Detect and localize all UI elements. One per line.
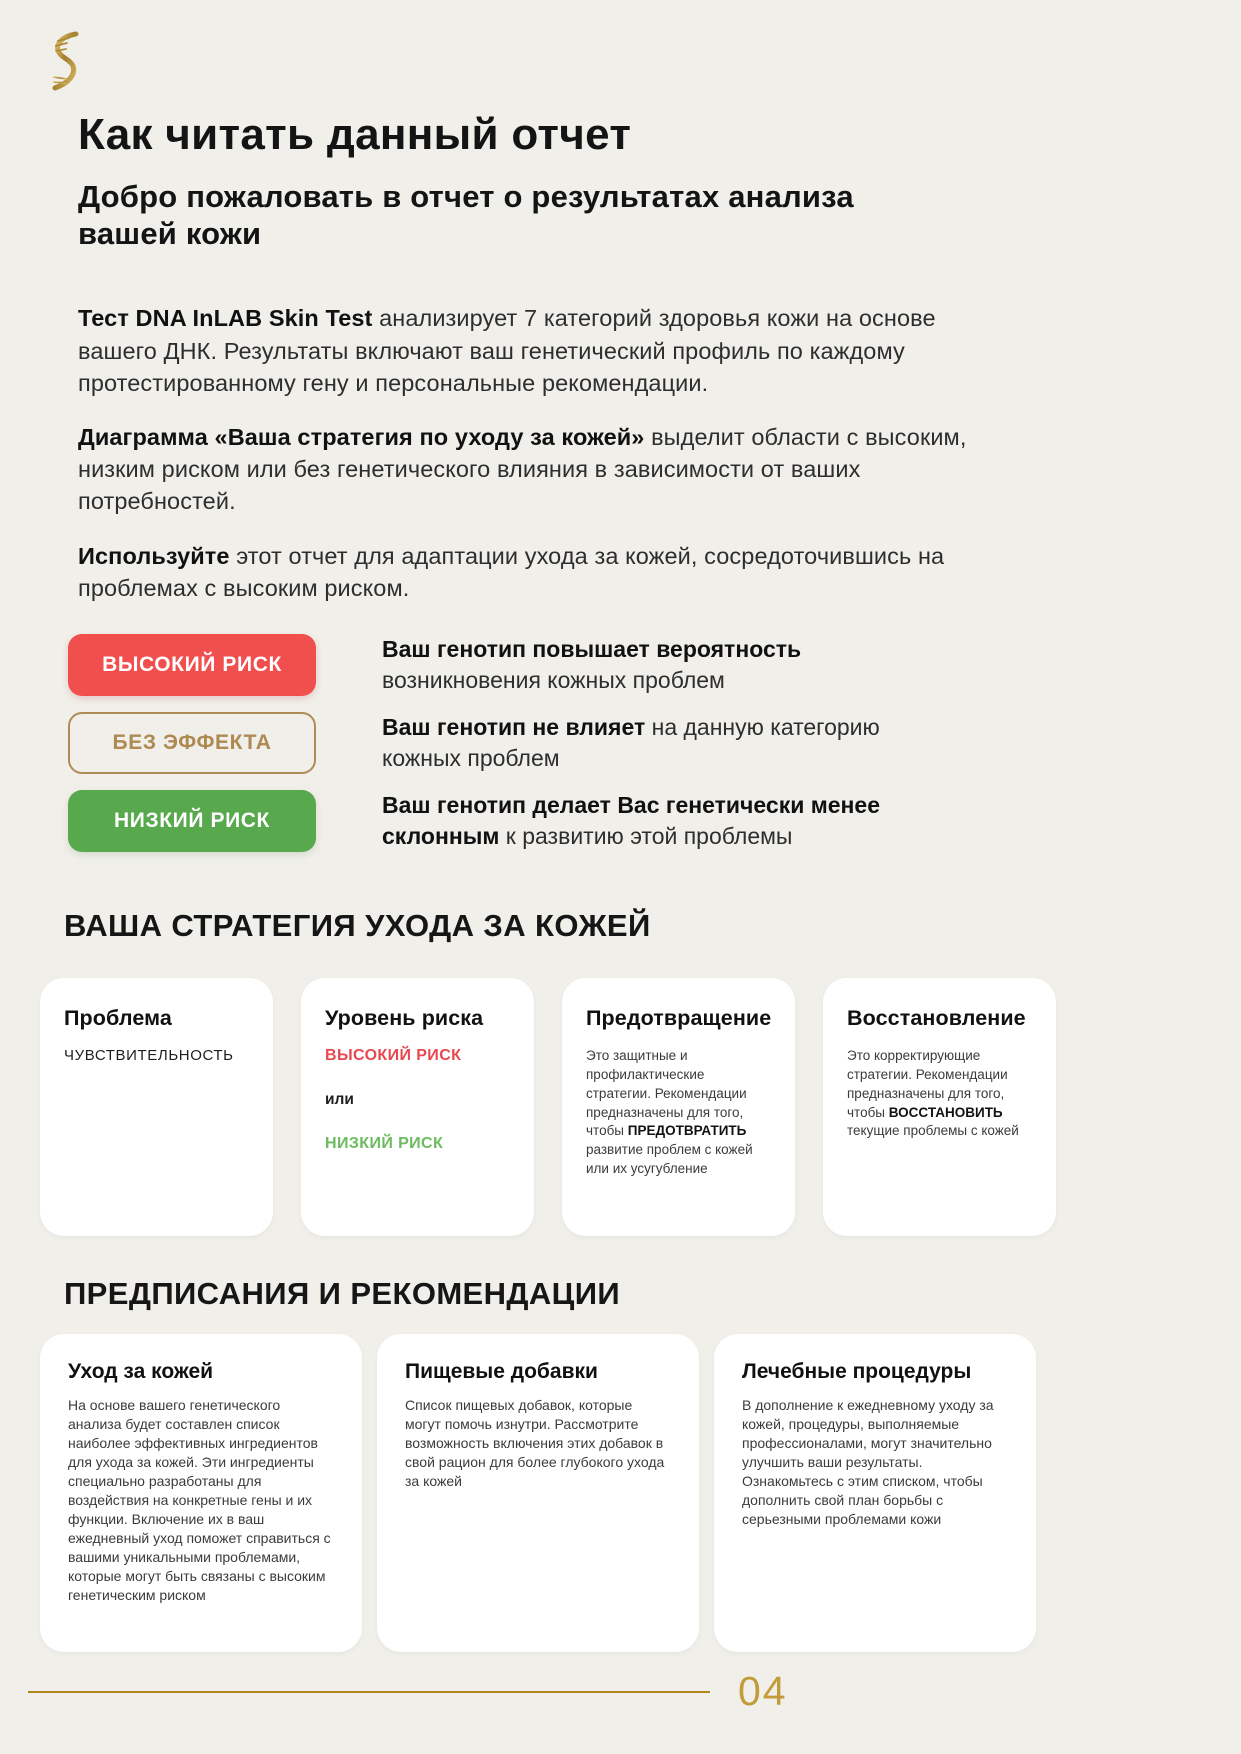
strategy-section-heading: ВАША СТРАТЕГИЯ УХОДА ЗА КОЖЕЙ <box>64 907 651 943</box>
card-restoration <box>823 978 1056 1236</box>
footer-gold-line <box>28 1691 710 1693</box>
card-prevention-title: Предотвращение <box>586 1005 772 1030</box>
intro-paragraph-diagram <box>78 421 1003 518</box>
card-restoration-title: Восстановление <box>847 1005 1026 1030</box>
risk-level-or-label: или <box>325 1090 354 1108</box>
prescriptions-section-heading: ПРЕДПИСАНИЯ И РЕКОМЕНДАЦИИ <box>64 1275 621 1311</box>
high-risk-description-bold: Ваш генотип повышает вероятность <box>382 636 802 663</box>
legend-row-no-effect <box>68 712 1241 774</box>
page-title: Как читать данный отчет <box>78 110 632 159</box>
high-risk-badge: ВЫСОКИЙ РИСК <box>68 634 316 696</box>
page-subtitle: Добро пожаловать в отчет о результатах анализа вашей кожи <box>78 179 854 252</box>
card-restoration-body <box>847 1047 1032 1141</box>
card-prevention-body-post: развитие проблем с кожей или их усугубление <box>586 1142 753 1177</box>
page-footer <box>0 1668 1241 1715</box>
card-restoration-body-post: текущие проблемы с кожей <box>847 1123 1019 1139</box>
card-prevention-body-pre: Это защитные и профилактические стратегии. Рекомендации предназначены для того, чтобы <box>586 1047 747 1139</box>
card-skincare-title: Уход за кожей <box>68 1359 214 1383</box>
card-prevention-body <box>586 1047 771 1179</box>
card-prevention <box>562 978 795 1236</box>
card-treatments-title: Лечебные процедуры <box>742 1359 972 1383</box>
card-supplements <box>377 1334 699 1652</box>
card-risk-level <box>301 978 534 1236</box>
intro-paragraph-use-text: этот отчет для адаптации ухода за кожей, сосредоточившись на проблемах с высоким риском. <box>78 542 945 601</box>
prescription-cards <box>40 1334 1241 1652</box>
card-supplements-title: Пищевые добавки <box>405 1359 598 1383</box>
no-effect-description-text: на данную категорию кожных проблем <box>382 714 880 771</box>
card-problem-title: Проблема <box>64 1005 172 1030</box>
legend-row-high-risk <box>68 634 1241 696</box>
low-risk-description-bold: Ваш генотип делает Вас генетически менее склонным <box>382 792 881 849</box>
card-prevention-body-bold: ПРЕДОТВРАТИТЬ <box>627 1123 747 1139</box>
card-skincare-body: На основе вашего генетического анализа будет составлен список наиболее эффективных ингредиентов для ухода за кожей. Эти ингредиенты специально разработаны для воздействия на конкретные гены и их функции. Включение их в ваш ежедневный уход поможет справиться с вашими уникальными проблемами, которые могут быть связаны с высоким генетическим риском <box>68 1396 331 1604</box>
intro-paragraph-use-bold: Используйте <box>78 542 230 569</box>
legend-row-low-risk <box>68 790 1241 852</box>
card-restoration-body-pre: Это корректирующие стратегии. Рекомендации предназначены для того, чтобы <box>847 1047 1008 1120</box>
intro-paragraph-use <box>78 540 1003 604</box>
no-effect-description <box>382 712 897 773</box>
high-risk-description-text: возникновения кожных проблем <box>382 666 725 693</box>
card-supplements-body: Список пищевых добавок, которые могут помочь изнутри. Рассмотрите возможность включения этих добавок в свой рацион для более глубокого ухода за кожей <box>405 1396 665 1489</box>
risk-level-high-label: ВЫСОКИЙ РИСК <box>325 1046 462 1064</box>
card-restoration-body-bold: ВОССТАНОВИТЬ <box>888 1104 1003 1120</box>
intro-paragraph-diagram-bold: Диаграмма «Ваша стратегия по уходу за кожей» <box>78 423 645 450</box>
card-risk-level-title: Уровень риска <box>325 1005 484 1030</box>
intro-paragraph-diagram-text: выделит области с высоким, низким риском или без генетического влияния в зависимости от ваших потребностей. <box>78 423 967 515</box>
intro-paragraph-test-text: анализирует 7 категорий здоровья кожи на основе вашего ДНК. Результаты включают ваш генетический профиль по каждому протестированному гену и персональные рекомендации. <box>78 305 936 396</box>
card-treatments <box>714 1334 1036 1652</box>
intro-section <box>78 302 1003 604</box>
no-effect-badge: БЕЗ ЭФФЕКТА <box>68 712 316 774</box>
risk-level-low-label: НИЗКИЙ РИСК <box>325 1134 444 1152</box>
risk-legend <box>68 634 1241 852</box>
dna-helix-icon <box>45 30 87 94</box>
page-number: 04 <box>738 1668 788 1714</box>
card-problem <box>40 978 273 1236</box>
no-effect-description-bold: Ваш генотип не влияет <box>382 714 646 741</box>
intro-paragraph-test-bold: Тест DNA InLAB Skin Test <box>78 305 373 332</box>
low-risk-description-text: к развитию этой проблемы <box>499 822 793 849</box>
card-treatments-body: В дополнение к ежедневному уходу за кожей, процедуры, выполняемые профессионалами, могут значительно улучшить ваши результаты. Ознакомьтесь с этим списком, чтобы дополнить свой план борьбы с серьезными проблемами кожи <box>742 1396 994 1528</box>
low-risk-description <box>382 790 897 851</box>
card-problem-value: ЧУВСТВИТЕЛЬНОСТЬ <box>64 1046 234 1064</box>
high-risk-description <box>382 634 897 695</box>
card-skincare <box>40 1334 362 1652</box>
low-risk-badge: НИЗКИЙ РИСК <box>68 790 316 852</box>
strategy-cards <box>40 978 1241 1236</box>
intro-paragraph-test <box>78 302 1003 399</box>
